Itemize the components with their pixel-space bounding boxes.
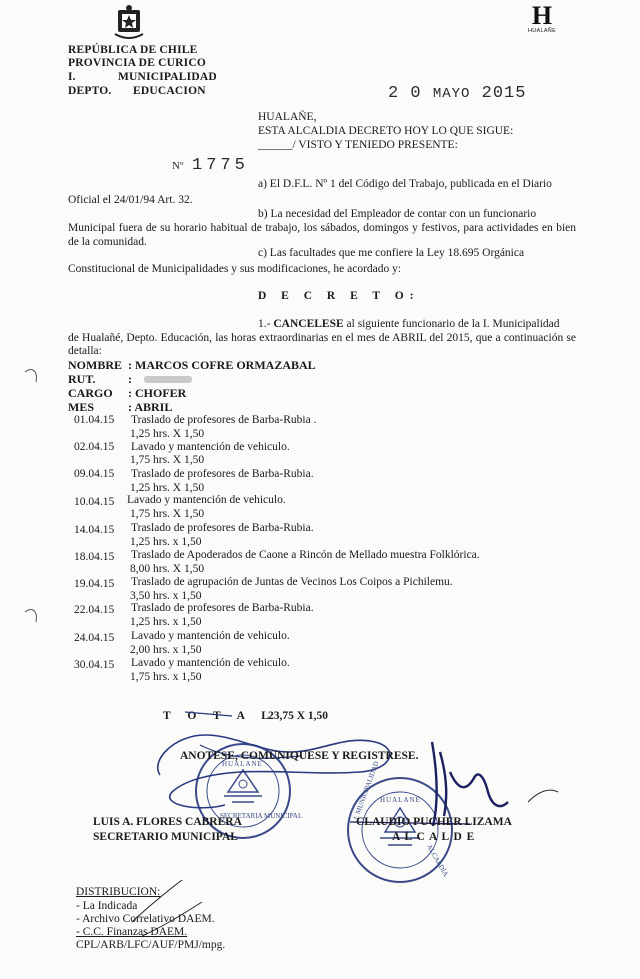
entry-date: 01.04.15 [74, 414, 115, 426]
article-rest: al siguiente funcionario de la I. Municipalidad [343, 318, 560, 330]
mes-value: : ABRIL [128, 400, 173, 414]
entry-date: 19.04.15 [74, 578, 115, 590]
consideration-b: b) La necesidad del Empleador de contar con un funcionario [258, 208, 537, 220]
header-department: DEPTO. [68, 85, 112, 97]
consideration-b-cont: Municipal fuera de su horario habitual de trabajo, los sábados, domingos y festivos, para actividades en bien de la comunidad. [68, 222, 576, 248]
article-cont: de Hualañé, Depto. Educación, las horas extraordinarias en el mes de ABRIL del 2015, que a continuación se detalla: [68, 332, 576, 357]
distribution-title: DISTRIBUCION: [76, 886, 161, 898]
distribution-item: - Archivo Correlativo DAEM. [76, 913, 215, 925]
distribution-item: CPL/ARB/LFC/AUF/PMJ/mpg. [76, 939, 226, 951]
article-prefix: 1.- [258, 318, 274, 330]
mayor-title: A L C A L D E [392, 831, 476, 843]
mayor-seal-right: ALCALDIA [425, 843, 450, 878]
distribution-item: - C.C. Finanzas DAEM. [76, 926, 188, 938]
decreto-title: D E C R E T O: [258, 290, 420, 302]
consideration-c: c) Las facultades que me confiere la Ley 18.695 Orgánica [258, 247, 525, 259]
mayor-seal-left: I. MUNICIPALIDAD [352, 760, 381, 821]
closing-text: ANOTESE, COMUNIQUESE Y REGISTRESE. [180, 750, 419, 762]
secretary-title: SECRETARIO MUNICIPAL [93, 831, 238, 843]
entry-hours: 2,00 hrs. x 1,50 [130, 644, 202, 656]
entry-desc: Traslado de agrupación de Juntas de Vecinos Los Coipos a Pichilemu. [131, 576, 453, 588]
entry-desc: Traslado de profesores de Barba-Rubia. [131, 468, 314, 480]
entry-desc: Lavado y mantención de vehiculo. [131, 630, 290, 642]
entry-desc: Traslado de Apoderados de Caone a Rincón de Mellado muestra Folklórica. [131, 549, 480, 561]
entry-hours: 1,75 hrs. X 1,50 [130, 508, 205, 520]
entry-hours: 1,75 hrs. x 1,50 [130, 671, 202, 683]
entry-desc: Lavado y mantención de vehiculo. [127, 494, 286, 506]
intro-place: HUALAÑE, [258, 111, 317, 123]
secretary-seal-top: HUALANE [222, 760, 263, 768]
entry-desc: Traslado de profesores de Barba-Rubia. [131, 602, 314, 614]
entry-date: 30.04.15 [74, 659, 115, 671]
header-republic: REPÚBLICA DE CHILE [68, 44, 198, 56]
decree-number-mark: Nº [172, 160, 184, 172]
nombre-value: : MARCOS COFRE ORMAZABAL [128, 358, 316, 372]
header-municipality: MUNICIPALIDAD [118, 71, 217, 83]
cargo-value: : CHOFER [128, 386, 187, 400]
secretary-name: LUIS A. FLORES CABRERA [93, 816, 242, 828]
entry-desc: Traslado de profesores de Barba-Rubia. [131, 522, 314, 534]
header-province: PROVINCIA DE CURICO [68, 57, 206, 69]
header-education: EDUCACION [133, 85, 206, 97]
rut-label: RUT. [68, 372, 96, 386]
secretary-seal-bottom: SECRETARIA MUNICIPAL [220, 812, 303, 820]
distribution-item: - La Indicada [76, 900, 138, 912]
article-keyword: CANCELESE [273, 318, 344, 330]
entry-date: 10.04.15 [74, 496, 115, 508]
mayor-signature-icon [432, 742, 508, 826]
consideration-a-cont: Oficial el 24/01/94 Art. 32. [68, 194, 193, 206]
entry-date: 24.04.15 [74, 632, 115, 644]
entry-date: 02.04.15 [74, 441, 115, 453]
entry-date: 22.04.15 [74, 604, 115, 616]
date-month: MAYO [432, 86, 471, 102]
entry-desc: Lavado y mantención de vehiculo. [131, 441, 290, 453]
rut-value: : [128, 372, 132, 386]
intro-line: ESTA ALCALDIA DECRETO HOY LO QUE SIGUE: [258, 125, 514, 137]
entry-hours: 1,25 hrs. x 1,50 [130, 536, 202, 548]
intro-visto: ______/ VISTO Y TENIEDO PRESENTE: [258, 139, 458, 151]
entry-hours: 1,25 hrs. x 1,50 [130, 616, 202, 628]
total-value: 23,75 X 1,50 [268, 710, 329, 722]
entry-hours: 1,75 hrs. X 1,50 [130, 454, 205, 466]
entry-hours: 8,00 hrs. X 1,50 [130, 563, 205, 575]
entry-hours: 1,25 hrs. X 1,50 [130, 428, 205, 440]
date-year: 2015 [481, 84, 527, 103]
consideration-a: a) El D.F.L. Nº 1 del Código del Trabajo, publicada en el Diario [258, 178, 552, 190]
entry-date: 14.04.15 [74, 524, 115, 536]
mayor-seal-top: HUALANE [380, 796, 421, 804]
decree-number: 1775 [192, 156, 249, 175]
entry-desc: Traslado de profesores de Barba-Rubia . [131, 414, 317, 426]
mayor-name: CLAUDIO PUCHER LIZAMA [356, 816, 512, 828]
entry-date: 09.04.15 [74, 468, 115, 480]
date-day: 2 0 [388, 84, 422, 103]
entry-hours: 3,50 hrs. x 1,50 [130, 590, 202, 602]
entry-desc: Lavado y mantención de vehiculo. [131, 657, 290, 669]
logo-letter: H [531, 1, 553, 30]
mes-label: MES [68, 400, 95, 414]
total-label: T O T A L [163, 710, 276, 722]
cargo-label: CARGO [68, 386, 113, 400]
nombre-label: NOMBRE [68, 358, 122, 372]
entry-hours: 1,25 hrs. X 1,50 [130, 482, 205, 494]
secretary-signature-icon [158, 735, 390, 808]
header-municipality-prefix: I. [68, 71, 76, 83]
entry-date: 18.04.15 [74, 551, 115, 563]
logo-text: HUALAÑE [527, 28, 557, 34]
consideration-c-cont: Constitucional de Municipalidades y sus modificaciones, he acordado y: [68, 263, 402, 275]
